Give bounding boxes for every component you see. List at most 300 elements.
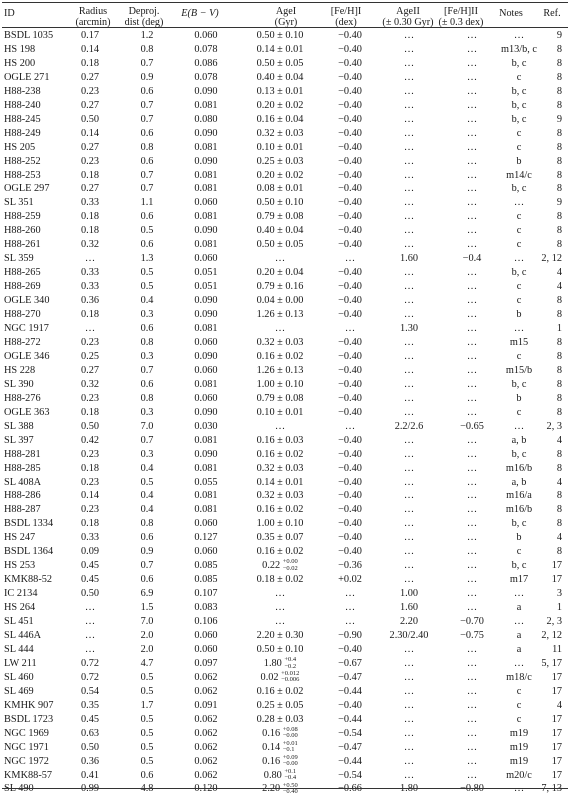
cell-feh1: −0.40 — [338, 406, 362, 418]
cell-age1: 0.16 ± 0.02 — [256, 448, 304, 460]
header-deproj — [112, 6, 176, 28]
cell-feh2: … — [466, 57, 478, 69]
cell-notes: … — [513, 323, 525, 335]
cell-deproj: 4.7 — [140, 657, 154, 669]
cell-feh1: −0.40 — [338, 434, 362, 446]
cell-ref: 8 — [556, 211, 562, 223]
cell-ebv: 0.081 — [194, 99, 218, 111]
cell-deproj: 1.7 — [140, 699, 154, 711]
header-age1-label: AgeI — [275, 6, 297, 17]
cell-deproj: 0.3 — [140, 350, 154, 362]
cell-feh2: … — [466, 155, 478, 167]
table-row — [2, 559, 568, 573]
cell-ebv: 0.097 — [194, 657, 218, 669]
header-ref — [535, 8, 569, 19]
cell-ref: 8 — [556, 518, 562, 530]
cell-age2: 2.20 — [399, 616, 419, 628]
cell-ebv: 0.091 — [194, 699, 218, 711]
cell-notes: m16/a — [506, 490, 532, 502]
cell-ebv: 0.081 — [194, 504, 218, 516]
cell-ref: 8 — [556, 295, 562, 307]
cell-id: LW 211 — [4, 657, 37, 669]
cell-notes: m15/b — [505, 364, 533, 376]
cell-ebv: 0.081 — [194, 211, 218, 223]
cell-notes: … — [513, 616, 525, 628]
cell-age1: 0.10 ± 0.01 — [256, 406, 304, 418]
cell-age2: … — [403, 30, 415, 41]
cell-feh1: −0.54 — [338, 727, 362, 739]
cell-feh2: −0.4 — [462, 253, 482, 265]
cell-age1: 0.50 ± 0.10 — [256, 643, 304, 655]
cell-feh1: −0.36 — [338, 560, 362, 572]
cell-radius: 0.27 — [80, 183, 100, 195]
cell-notes: a — [516, 643, 522, 655]
cell-ebv: 0.081 — [194, 490, 218, 502]
cell-ref: 2, 3 — [546, 420, 562, 432]
cell-deproj: 0.6 — [140, 155, 154, 167]
cell-ref: 4 — [556, 476, 562, 488]
cell-age1: 0.79 ± 0.08 — [256, 392, 304, 404]
cell-age2: … — [403, 560, 415, 572]
cell-deproj: 0.3 — [140, 309, 154, 321]
table-row — [2, 671, 568, 685]
cell-feh2: … — [466, 699, 478, 711]
table-row — [2, 434, 568, 448]
cell-notes: m20/c — [506, 769, 532, 781]
cell-ref: 8 — [556, 546, 562, 558]
cell-ebv: 0.081 — [194, 323, 218, 335]
header-id-label: ID — [4, 8, 15, 19]
cell-age2: … — [403, 769, 415, 781]
cell-age1: 0.08 ± 0.01 — [256, 183, 304, 195]
cell-age1: 0.32 ± 0.03 — [256, 336, 304, 348]
cell-age1: 0.32 ± 0.03 — [256, 462, 304, 474]
cell-ebv: 0.060 — [194, 629, 218, 641]
cell-ref: 8 — [556, 309, 562, 321]
cell-notes: c — [516, 699, 522, 711]
cell-ebv: 0.090 — [194, 225, 218, 237]
cell-radius: 0.18 — [80, 225, 100, 237]
cell-notes: b, c — [511, 85, 527, 97]
cell-feh2: … — [466, 741, 478, 753]
cell-feh1: −0.40 — [338, 155, 362, 167]
cell-feh1: −0.40 — [338, 295, 362, 307]
cell-deproj: 0.7 — [140, 434, 154, 446]
cell-id: SL 446A — [4, 629, 42, 641]
cell-age1: 0.16 ± 0.02 — [256, 504, 304, 516]
cell-age2: … — [403, 336, 415, 348]
cell-feh2: … — [466, 392, 478, 404]
cell-id: SL 451 — [4, 616, 34, 628]
cell-deproj: 0.8 — [140, 336, 154, 348]
cell-age1: … — [274, 323, 286, 335]
cell-ebv: 0.083 — [194, 602, 218, 614]
cell-age2: … — [403, 183, 415, 195]
cell-age2: … — [403, 127, 415, 139]
cell-id: NGC 1972 — [4, 755, 49, 767]
cell-radius: 0.23 — [80, 155, 100, 167]
cell-radius: 0.36 — [80, 295, 100, 307]
cell-id: BSDL 1334 — [4, 518, 54, 530]
cell-notes: c — [516, 127, 522, 139]
table-row — [2, 476, 568, 490]
cell-notes: b — [516, 392, 522, 404]
cell-id: SL 469 — [4, 685, 34, 697]
cell-ref: 1 — [556, 323, 562, 335]
cell-age1: 2.20 ± 0.30 — [256, 629, 304, 641]
cell-ref: 8 — [556, 406, 562, 418]
cell-radius: 0.41 — [80, 769, 100, 781]
cell-ref: 8 — [556, 225, 562, 237]
cell-deproj: 0.6 — [140, 127, 154, 139]
cell-id: H88-261 — [4, 239, 41, 251]
cell-feh1: −0.40 — [338, 30, 362, 41]
cell-deproj: 0.7 — [140, 169, 154, 181]
cell-notes: c — [516, 350, 522, 362]
cell-notes: … — [513, 420, 525, 432]
cell-notes: c — [516, 281, 522, 293]
table-row — [2, 517, 568, 531]
cell-notes: c — [516, 546, 522, 558]
cell-age2: … — [403, 406, 415, 418]
cell-ebv: 0.078 — [194, 43, 218, 55]
cell-feh2: … — [466, 295, 478, 307]
cell-notes: a — [516, 629, 522, 641]
cell-ref: 8 — [556, 71, 562, 83]
cell-feh2: … — [466, 378, 478, 390]
cell-age1: 0.50 ± 0.10 — [256, 30, 304, 41]
header-notes-label: Notes — [499, 8, 523, 19]
cell-radius: 0.27 — [80, 71, 100, 83]
cell-age2: 1.00 — [399, 588, 419, 600]
cell-radius: … — [84, 643, 96, 655]
cell-id: IC 2134 — [4, 588, 38, 600]
cell-feh1: −0.40 — [338, 490, 362, 502]
cell-age2: … — [403, 490, 415, 502]
cell-age2: … — [403, 532, 415, 544]
cell-age2: … — [403, 462, 415, 474]
cell-feh2: … — [466, 30, 478, 41]
cell-id: H88-259 — [4, 211, 41, 223]
header-deproj-unit: dist (deg) — [124, 17, 164, 28]
cell-feh2: … — [466, 546, 478, 558]
table-row — [2, 378, 568, 392]
cell-age1: 0.25 ± 0.05 — [256, 699, 304, 711]
cell-ebv: 0.060 — [194, 30, 218, 41]
cell-feh1: −0.40 — [338, 336, 362, 348]
table-row — [2, 336, 568, 350]
cell-deproj: 0.7 — [140, 57, 154, 69]
cell-age1: 0.20 ± 0.02 — [256, 169, 304, 181]
cell-age2: … — [403, 350, 415, 362]
cell-ref: 1 — [556, 602, 562, 614]
cell-radius: 0.72 — [80, 657, 100, 669]
cell-feh2: … — [466, 713, 478, 725]
cell-deproj: 1.3 — [140, 253, 154, 265]
cell-age2: … — [403, 713, 415, 725]
table-row — [2, 462, 568, 476]
cell-id: HS 253 — [4, 560, 36, 572]
cell-age2: … — [403, 281, 415, 293]
cell-deproj: 0.4 — [140, 504, 154, 516]
table-row — [2, 503, 568, 517]
header-age2-label: AgeII — [396, 6, 420, 17]
cell-ref: 8 — [556, 57, 562, 69]
cell-radius: 0.27 — [80, 364, 100, 376]
cell-ref: 4 — [556, 434, 562, 446]
cell-feh1: −0.40 — [338, 57, 362, 69]
cell-age2: … — [403, 239, 415, 251]
cell-id: H88-269 — [4, 281, 41, 293]
cell-id: H88-276 — [4, 392, 41, 404]
cell-age1: 0.25 ± 0.03 — [256, 155, 304, 167]
cell-feh1: −0.40 — [338, 546, 362, 558]
table-body — [2, 29, 568, 796]
cell-age1: 0.14 +0.01 −0.1 — [262, 740, 298, 754]
cell-ebv: 0.078 — [194, 71, 218, 83]
cell-ref: 8 — [556, 43, 562, 55]
cell-feh2: … — [466, 127, 478, 139]
cell-age1: 0.22 +0.00 −0.02 — [262, 559, 298, 572]
cell-ref: 8 — [556, 392, 562, 404]
cell-ref: 8 — [556, 169, 562, 181]
cell-age2: … — [403, 57, 415, 69]
cell-ref: 8 — [556, 239, 562, 251]
cell-feh1: −0.40 — [338, 462, 362, 474]
cell-feh2: … — [466, 99, 478, 111]
cell-feh2: … — [466, 671, 478, 683]
cell-age1: … — [274, 253, 286, 265]
cell-deproj: 0.7 — [140, 183, 154, 195]
cell-deproj: 0.7 — [140, 560, 154, 572]
cell-age1: … — [274, 602, 286, 614]
cell-deproj: 0.5 — [140, 671, 154, 683]
cell-age2: … — [403, 434, 415, 446]
table-row — [2, 587, 568, 601]
cell-feh2: … — [466, 211, 478, 223]
cell-deproj: 0.6 — [140, 239, 154, 251]
header-radius-unit: (arcmin) — [75, 17, 111, 28]
cell-notes: m13/b, c — [500, 43, 538, 55]
cell-ebv: 0.081 — [194, 169, 218, 181]
cell-feh2: … — [466, 490, 478, 502]
cell-ebv: 0.090 — [194, 127, 218, 139]
header-radius-label: Radius — [78, 6, 108, 17]
table-row — [2, 545, 568, 559]
header-feh1-unit: (dex) — [335, 17, 357, 28]
cell-notes: … — [513, 783, 525, 795]
header-feh1 — [318, 6, 374, 28]
cell-age1: 0.35 ± 0.07 — [256, 532, 304, 544]
cell-ebv: 0.086 — [194, 57, 218, 69]
cell-ref: 8 — [556, 504, 562, 516]
cell-id: HS 205 — [4, 141, 36, 153]
cluster-table — [2, 29, 568, 796]
cell-age2: … — [403, 755, 415, 767]
cell-ref: 2, 3 — [546, 616, 562, 628]
cell-deproj: 0.7 — [140, 99, 154, 111]
cell-deproj: 0.8 — [140, 43, 154, 55]
cell-ref: 17 — [551, 685, 562, 697]
cell-feh1: −0.54 — [338, 769, 362, 781]
header-feh2-unit: (± 0.3 dex) — [438, 17, 484, 28]
cell-radius: … — [84, 616, 96, 628]
cell-ebv: 0.081 — [194, 239, 218, 251]
cell-age1: 1.26 ± 0.13 — [256, 364, 304, 376]
cell-id: SL 490 — [4, 783, 34, 795]
cell-notes: a, b — [511, 434, 527, 446]
table-row — [2, 196, 568, 210]
cell-age2: … — [403, 141, 415, 153]
cell-ref: 9 — [556, 30, 562, 41]
cell-age2: 1.30 — [399, 323, 419, 335]
cell-deproj: 0.3 — [140, 448, 154, 460]
table-row — [2, 531, 568, 545]
cell-ebv: 0.062 — [194, 769, 218, 781]
cell-feh1: −0.40 — [338, 364, 362, 376]
cell-id: H88-260 — [4, 225, 41, 237]
cell-deproj: 0.5 — [140, 755, 154, 767]
cell-id: OGLE 297 — [4, 183, 50, 195]
cell-notes: b, c — [511, 99, 527, 111]
cell-notes: a — [516, 602, 522, 614]
cell-notes: … — [513, 657, 525, 669]
cell-deproj: 7.0 — [140, 420, 154, 432]
cell-id: H88-265 — [4, 267, 41, 279]
cell-feh2: … — [466, 350, 478, 362]
cell-ebv: 0.081 — [194, 141, 218, 153]
cell-age1: 0.13 ± 0.01 — [256, 85, 304, 97]
cell-feh2: … — [466, 685, 478, 697]
cell-deproj: 0.5 — [140, 741, 154, 753]
cell-age2: … — [403, 574, 415, 586]
cell-feh1: … — [344, 420, 356, 432]
cell-feh1: −0.47 — [338, 671, 362, 683]
cell-id: OGLE 363 — [4, 406, 50, 418]
cell-age1: 0.16 ± 0.02 — [256, 546, 304, 558]
cell-radius: 0.18 — [80, 309, 100, 321]
top-rule — [2, 2, 568, 3]
table-row — [2, 266, 568, 280]
cell-feh1: −0.40 — [338, 127, 362, 139]
cell-notes: b, c — [511, 113, 527, 125]
cell-feh2: −0.70 — [460, 616, 484, 628]
cell-ref: 3 — [556, 588, 562, 600]
cell-radius: 0.18 — [80, 211, 100, 223]
cell-age1: 0.02 +0.012 −0.006 — [260, 670, 300, 684]
cell-age1: 1.00 ± 0.10 — [256, 378, 304, 390]
cell-radius: 0.18 — [80, 462, 100, 474]
cell-radius: 0.35 — [80, 699, 100, 711]
cell-feh1: … — [344, 588, 356, 600]
cell-deproj: 0.4 — [140, 295, 154, 307]
cell-feh1: −0.90 — [338, 629, 362, 641]
cell-ebv: 0.062 — [194, 671, 218, 683]
cell-age2: … — [403, 43, 415, 55]
cell-deproj: 0.6 — [140, 532, 154, 544]
cell-deproj: 0.8 — [140, 518, 154, 530]
cell-ref: 17 — [551, 769, 562, 781]
table-row — [2, 629, 568, 643]
table-row — [2, 155, 568, 169]
cell-deproj: 1.1 — [140, 197, 154, 209]
cell-id: NGC 1969 — [4, 727, 49, 739]
cell-notes: b, c — [511, 183, 527, 195]
cell-feh1: +0.02 — [338, 574, 362, 586]
cell-ref: 8 — [556, 85, 562, 97]
cell-feh2: … — [466, 755, 478, 767]
cell-id: H88-285 — [4, 462, 41, 474]
cell-radius: 0.23 — [80, 85, 100, 97]
cell-id: SL 444 — [4, 643, 34, 655]
cell-deproj: 0.5 — [140, 281, 154, 293]
cell-feh1: −0.40 — [338, 699, 362, 711]
cell-feh1: −0.40 — [338, 85, 362, 97]
cell-ebv: 0.060 — [194, 518, 218, 530]
cell-id: SL 359 — [4, 253, 34, 265]
cell-ebv: 0.055 — [194, 476, 218, 488]
cell-radius: … — [84, 323, 96, 335]
cell-feh1: −0.40 — [338, 99, 362, 111]
cell-radius: 0.63 — [80, 727, 100, 739]
cell-radius: 0.33 — [80, 267, 100, 279]
cell-radius: 0.42 — [80, 434, 100, 446]
cell-ref: 8 — [556, 127, 562, 139]
cell-radius: 0.23 — [80, 336, 100, 348]
cell-id: SL 351 — [4, 197, 34, 209]
cell-ref: 17 — [551, 741, 562, 753]
cell-notes: … — [513, 197, 525, 209]
cell-deproj: 0.7 — [140, 113, 154, 125]
cell-feh2: … — [466, 43, 478, 55]
cell-id: H88-238 — [4, 85, 41, 97]
cell-feh1: −0.40 — [338, 518, 362, 530]
cell-age2: 1.80 — [399, 783, 419, 795]
cell-feh2: … — [466, 309, 478, 321]
cell-age2: 1.60 — [399, 602, 419, 614]
cell-radius: 0.50 — [80, 113, 100, 125]
header-ref-label: Ref. — [543, 8, 561, 19]
cell-feh2: … — [466, 769, 478, 781]
cell-age1: 0.16 +0.09 −0.00 — [262, 754, 298, 768]
cell-feh2: −0.65 — [460, 420, 484, 432]
cell-age1: 0.16 ± 0.04 — [256, 113, 304, 125]
cell-deproj: 2.0 — [140, 629, 154, 641]
cell-age1: 0.79 ± 0.08 — [256, 211, 304, 223]
cell-age1: … — [274, 420, 286, 432]
cell-notes: b — [516, 155, 522, 167]
header-ebv-label: E(B − V) — [181, 8, 219, 19]
cell-id: SL 408A — [4, 476, 42, 488]
cell-feh2: … — [466, 574, 478, 586]
cell-deproj: 0.5 — [140, 713, 154, 725]
cell-feh2: … — [466, 71, 478, 83]
cell-deproj: 0.6 — [140, 769, 154, 781]
cell-ref: 17 — [551, 671, 562, 683]
cell-deproj: 4.8 — [140, 783, 154, 795]
cell-age1: 2.20 +0.50 −0.40 — [262, 782, 298, 796]
cell-deproj: 0.5 — [140, 225, 154, 237]
cell-radius: 0.18 — [80, 169, 100, 181]
cell-radius: 0.32 — [80, 239, 100, 251]
cell-feh2: −0.80 — [460, 783, 484, 795]
cell-deproj: 0.4 — [140, 462, 154, 474]
cell-deproj: 0.5 — [140, 727, 154, 739]
cell-notes: c — [516, 295, 522, 307]
cell-radius: 0.27 — [80, 141, 100, 153]
header-feh2-label: [Fe/H]II — [444, 6, 478, 17]
cell-age1: 0.16 +0.08 −0.00 — [262, 726, 298, 740]
